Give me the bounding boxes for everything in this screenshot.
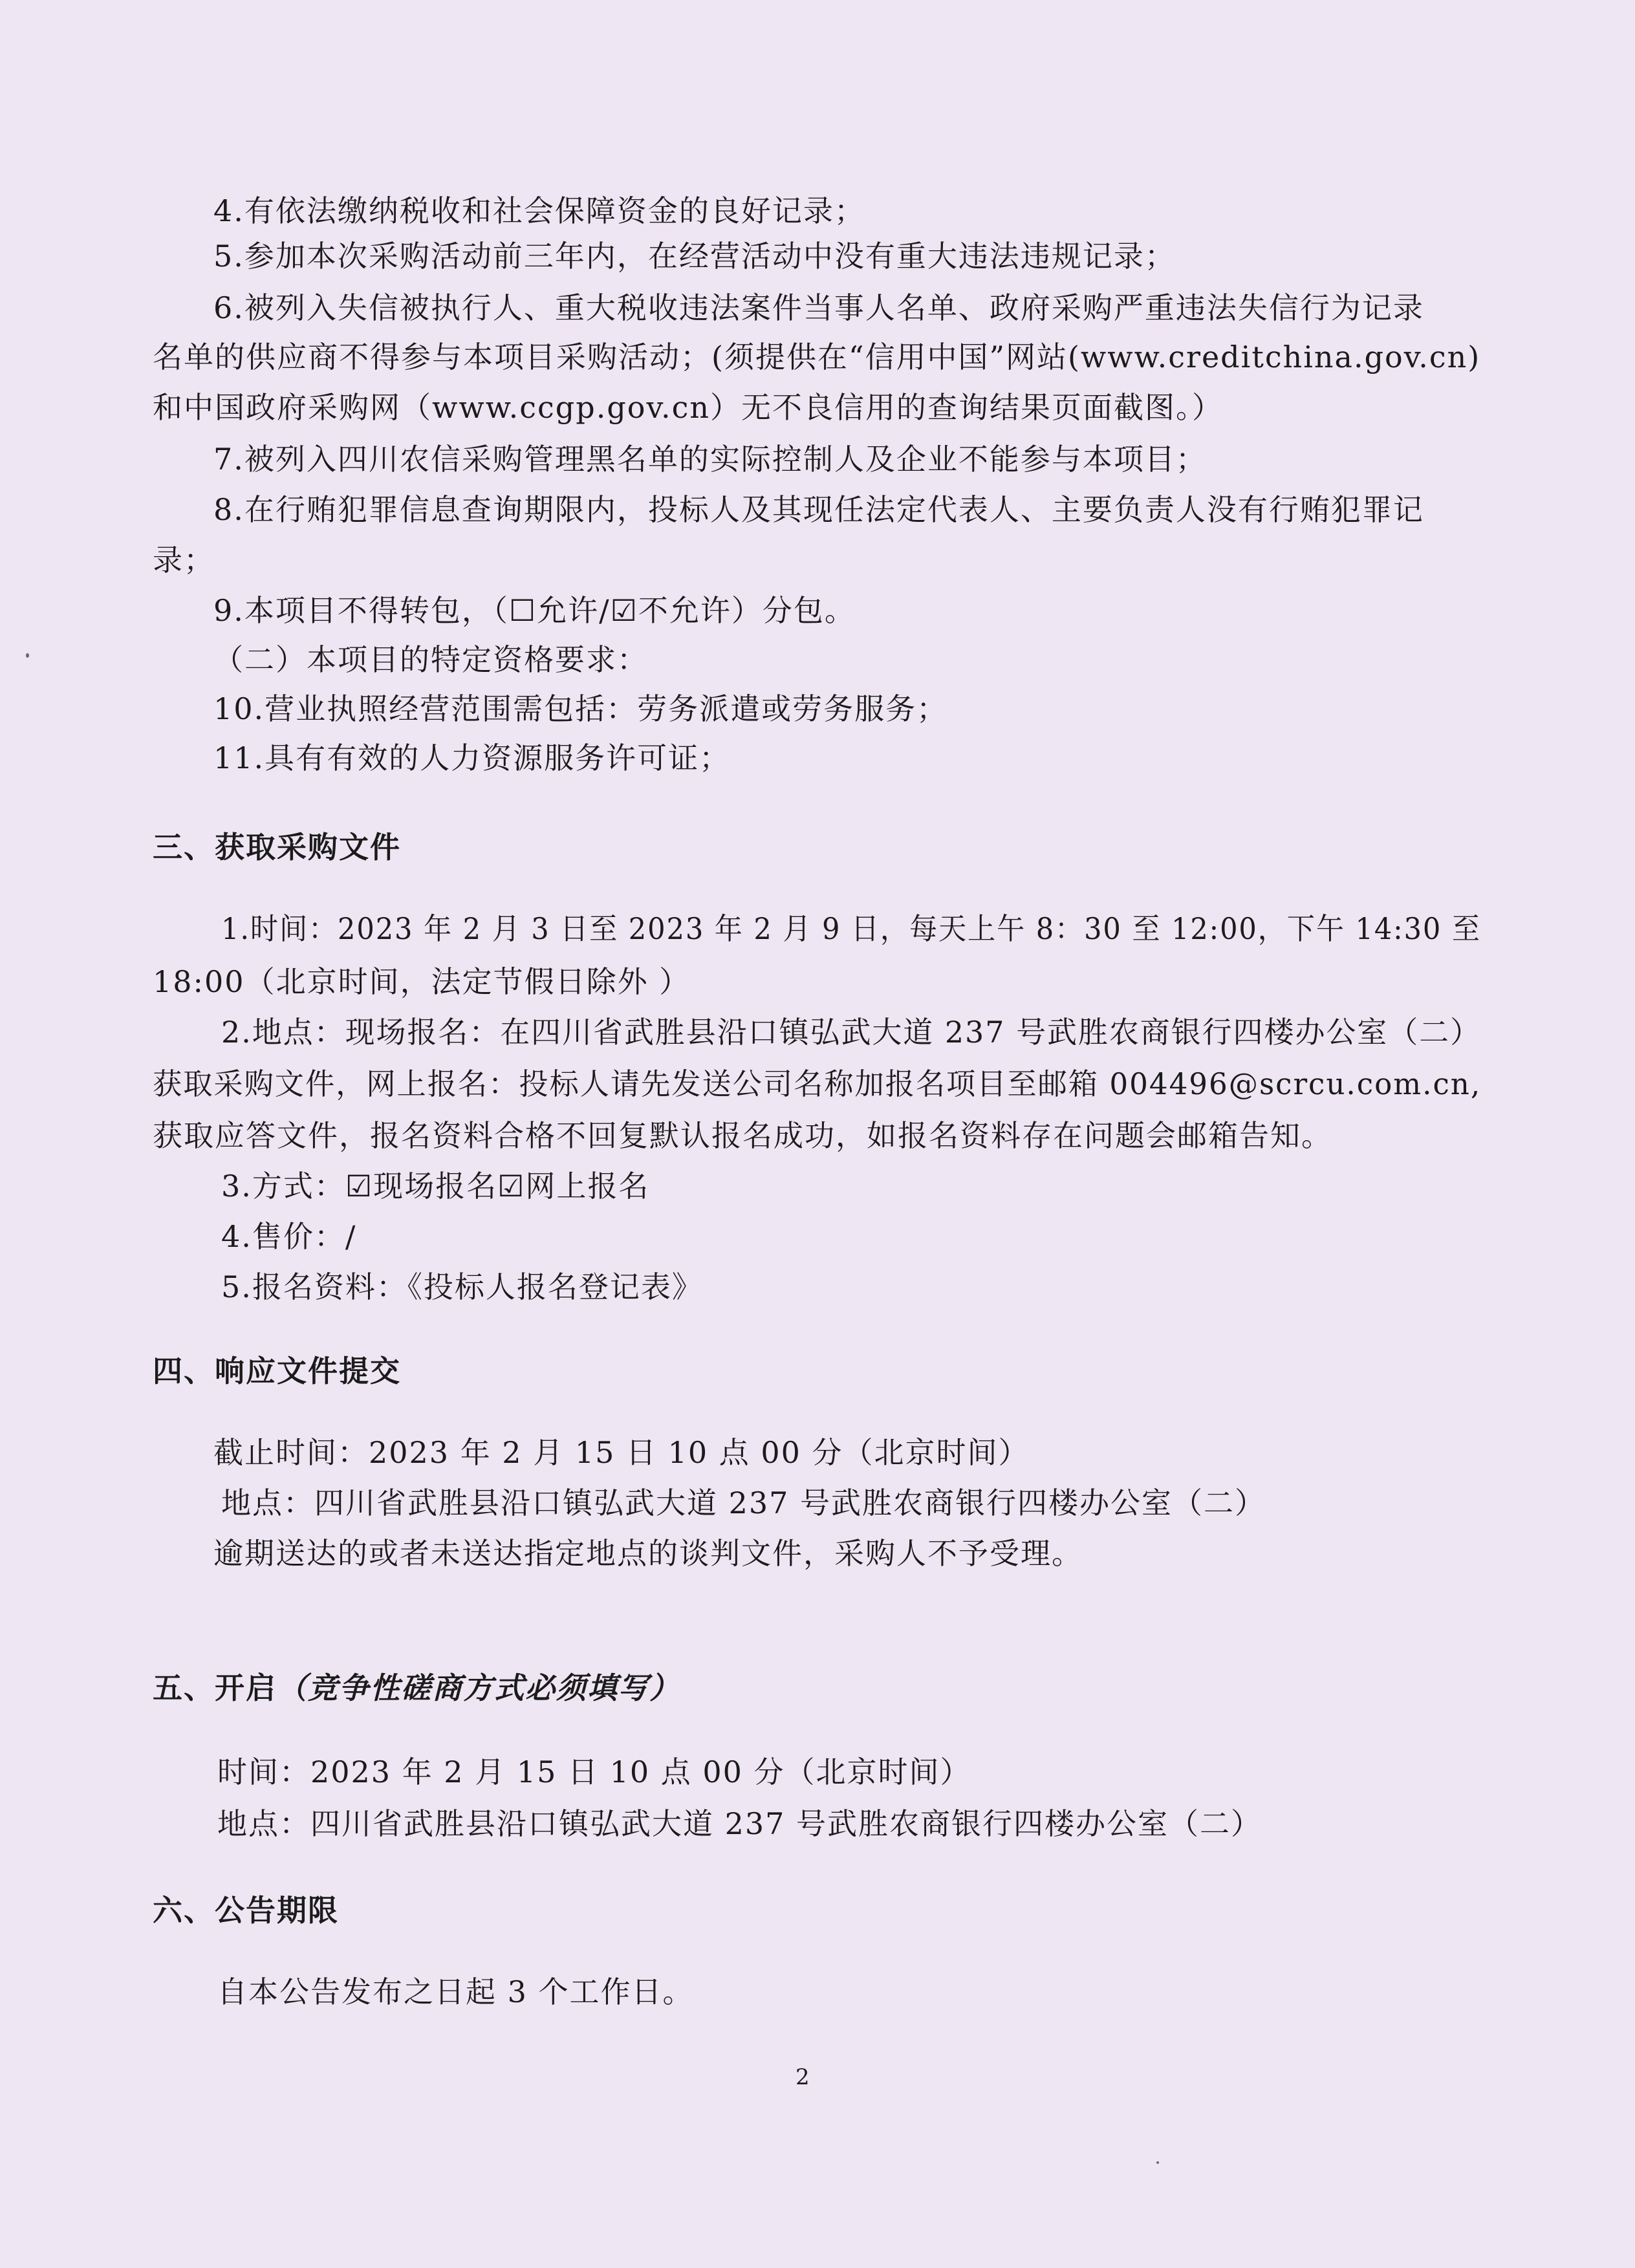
requirement-6-line-3: 和中国政府采购网（www.ccgp.gov.cn）无不良信用的查询结果页面截图。） [153,390,1224,425]
section-4-deadline: 截止时间：2023 年 2 月 15 日 10 点 00 分（北京时间） [213,1435,1030,1470]
section-5-time: 时间：2023 年 2 月 15 日 10 点 00 分（北京时间） [217,1755,971,1789]
special-requirements-title: （二）本项目的特定资格要求： [213,642,648,677]
section-3-time-line-2: 18:00（北京时间，法定节假日除外 ） [153,964,691,999]
section-3-time-line-1: 1.时间：2023 年 2 月 3 日至 2023 年 2 月 9 日，每天上午 8：30 至 12:00，下午 14:30 至 [221,911,1481,946]
section-6-text: 自本公告发布之日起 3 个工作日。 [217,1974,694,2009]
requirement-10: 10.营业执照经营范围需包括：劳务派遣或劳务服务； [213,691,948,726]
section-5-location: 地点：四川省武胜县沿口镇弘武大道 237 号武胜农商银行四楼办公室（二） [217,1806,1262,1841]
scan-speck [1156,2161,1159,2164]
section-4-location: 地点：四川省武胜县沿口镇弘武大道 237 号武胜农商银行四楼办公室（二） [221,1485,1266,1520]
requirement-6-line-1: 6.被列入失信被执行人、重大税收违法案件当事人名单、政府采购严重违法失信行为记录 [213,290,1424,325]
requirement-7: 7.被列入四川农信采购管理黑名单的实际控制人及企业不能参与本项目； [213,442,1207,477]
requirement-4: 4.有依法缴纳税收和社会保障资金的良好记录； [213,193,865,228]
section-5-heading [153,1669,680,1707]
scan-speck [26,653,29,658]
section-3-location-line-2: 获取采购文件，网上报名：投标人请先发送公司名称加报名项目至邮箱 004496@scrcu.com.cn, [153,1066,1482,1101]
section-3-materials: 5.报名资料：《投标人报名登记表》 [221,1269,703,1304]
requirement-6-line-2: 名单的供应商不得参与本项目采购活动；(须提供在“信用中国”网站(www.creditchina.gov.cn) [153,340,1481,374]
section-6-heading: 六、公告期限 [153,1893,339,1928]
section-3-price: 4.售价：/ [221,1219,357,1254]
page-number: 2 [796,2064,810,2090]
requirement-11: 11.具有有效的人力资源服务许可证； [213,740,731,775]
section-4-late-note: 逾期送达的或者未送达指定地点的谈判文件，采购人不予受理。 [213,1536,1083,1571]
section-3-location-line-1: 2.地点：现场报名：在四川省武胜县沿口镇弘武大道 237 号武胜农商银行四楼办公室（二） [221,1015,1482,1050]
section-3-heading: 三、获取采购文件 [153,830,401,865]
requirement-5: 5.参加本次采购活动前三年内，在经营活动中没有重大违法违规记录； [213,239,1176,274]
section-4-heading: 四、响应文件提交 [153,1354,401,1388]
section-3-location-line-3: 获取应答文件，报名资料合格不回复默认报名成功，如报名资料存在问题会邮箱告知。 [153,1118,1332,1153]
requirement-8-line-1: 8.在行贿犯罪信息查询期限内，投标人及其现任法定代表人、主要负责人没有行贿犯罪记 [213,492,1424,527]
section-5-heading-prefix: 五、开启 [153,1670,277,1705]
section-5-heading-note: （竞争性磋商方式必须填写） [277,1670,680,1705]
requirement-9: 9.本项目不得转包，（☐允许/☑不允许）分包。 [213,593,856,628]
section-3-method: 3.方式：☑现场报名☑网上报名 [221,1169,650,1204]
requirement-8-line-2: 录； [153,543,215,578]
